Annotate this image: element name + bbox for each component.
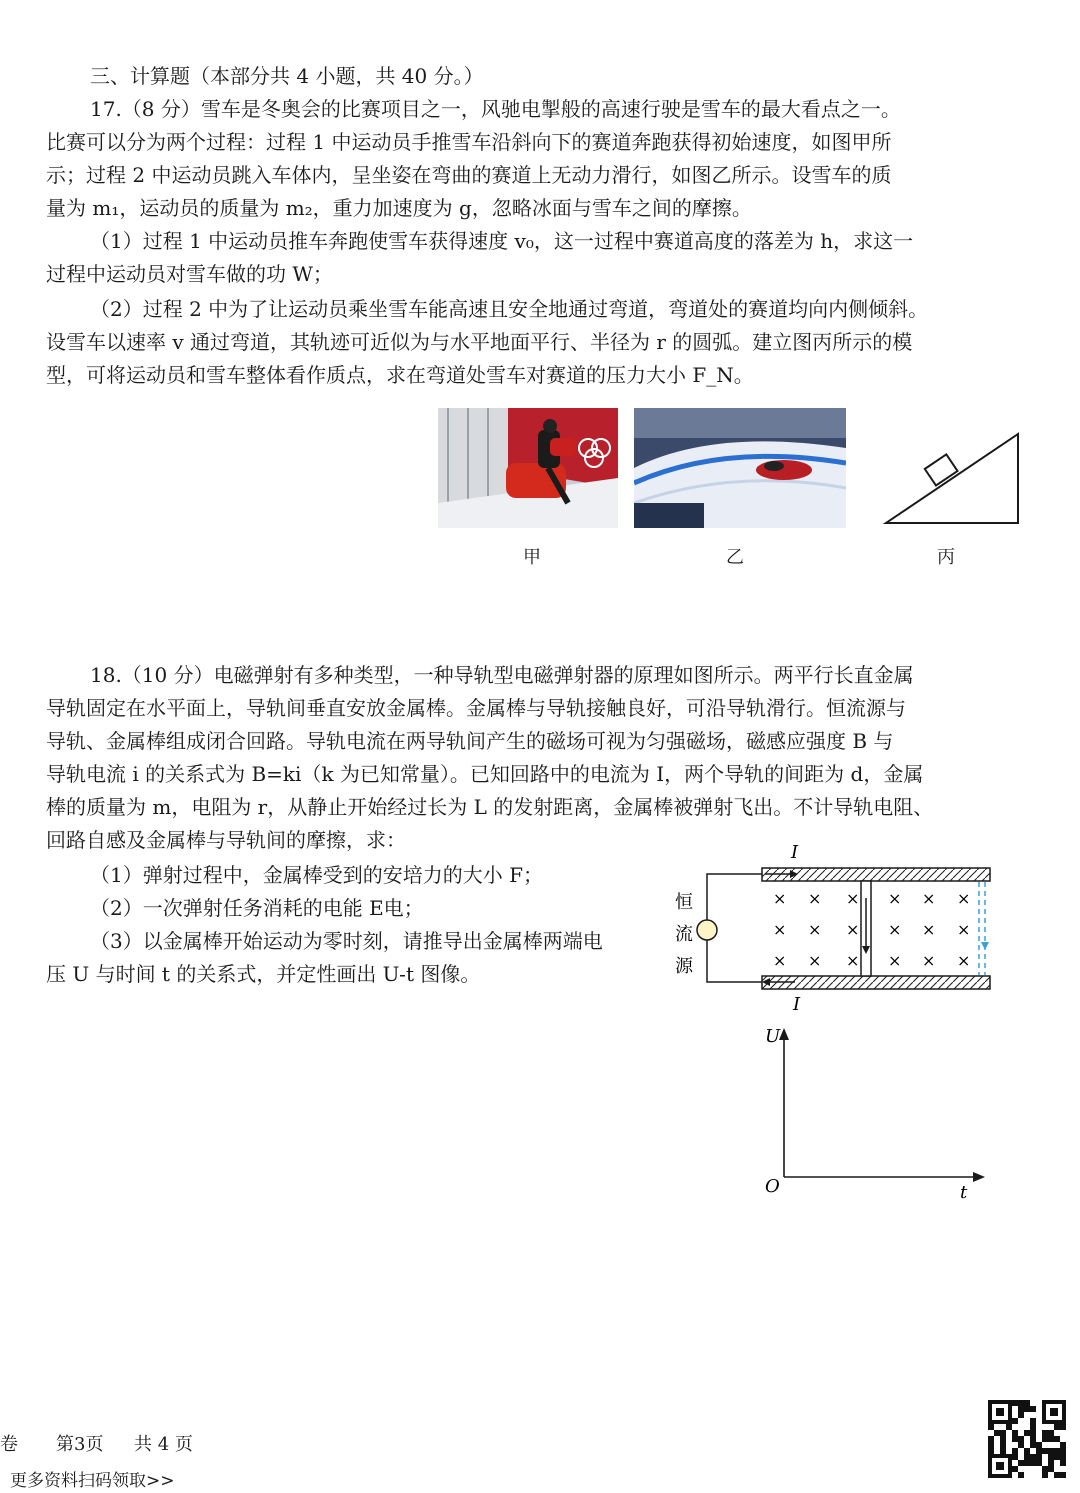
qr-cell (1018, 1406, 1024, 1412)
q18-line-5: 棒的质量为 m，电阻为 r，从静止开始经过长为 L 的发射距离，金属棒被弹射飞出。不计导轨电阻、 (46, 795, 934, 819)
source-label-char-2: 流 (675, 924, 693, 945)
qr-cell (1048, 1436, 1054, 1442)
qr-cell (1012, 1466, 1018, 1472)
q17-line-3: 示；过程 2 中运动员跳入车体内，呈坐姿在弯曲的赛道上无动力滑行，如图乙所示。设雪车的质 (46, 163, 892, 187)
qr-cell (988, 1442, 994, 1448)
qr-cell (1036, 1442, 1042, 1448)
constant-current-source-icon (697, 920, 717, 940)
current-label-bottom: I (793, 994, 801, 1015)
q17-part2-line-1: （2）过程 2 中为了让运动员乘坐雪车能高速且安全地通过弯道，弯道处的赛道均向内侧倾斜。 (90, 297, 929, 321)
qr-code-icon[interactable] (988, 1400, 1066, 1478)
qr-cell (1024, 1406, 1030, 1412)
field-mark: × (922, 920, 936, 939)
qr-cell (1018, 1460, 1024, 1466)
field-mark: × (957, 889, 971, 908)
qr-cell (1048, 1430, 1054, 1436)
qr-cell (1042, 1430, 1048, 1436)
field-mark: × (773, 920, 787, 939)
current-label-top: I (791, 842, 799, 863)
q17-line-2: 比赛可以分为两个过程：过程 1 中运动员手推雪车沿斜向下的赛道奔跑获得初始速度，如图甲所 (46, 130, 892, 154)
field-mark: × (957, 951, 971, 970)
field-mark: × (846, 920, 860, 939)
field-mark: × (888, 889, 902, 908)
field-mark: × (922, 889, 936, 908)
qr-cell (1012, 1448, 1018, 1454)
qr-cell (1030, 1436, 1036, 1442)
qr-cell (1012, 1430, 1018, 1436)
field-mark: × (846, 889, 860, 908)
qr-cell (1018, 1412, 1024, 1418)
q17-part2-line-3: 型，可将运动员和雪车整体看作质点，求在弯道处雪车对赛道的压力大小 F_N。 (46, 363, 754, 387)
q17-part1-line-2: 过程中运动员对雪车做的功 W； (46, 262, 333, 286)
field-mark: × (957, 920, 971, 939)
qr-cell (1030, 1460, 1036, 1466)
y-axis-label: U (765, 1026, 781, 1047)
bobsled-push-photo (438, 408, 618, 528)
q18-line-2: 导轨固定在水平面上，导轨间垂直安放金属棒。金属棒与导轨接触良好，可沿导轨滑行。恒流源与 (46, 696, 906, 720)
qr-cell (1030, 1442, 1036, 1448)
q17-line-1: 17.（8 分）雪车是冬奥会的比赛项目之一，风驰电掣般的高速行驶是雪车的最大看点之一。 (90, 97, 901, 121)
qr-cell (1030, 1418, 1036, 1424)
section-title: 三、计算题（本部分共 4 小题，共 40 分。） (90, 64, 484, 88)
q18-line-1: 18.（10 分）电磁弹射有多种类型，一种导轨型电磁弹射器的原理如图所示。两平行长直金属 (90, 663, 914, 687)
qr-cell (1042, 1472, 1048, 1478)
qr-cell (1042, 1466, 1048, 1472)
figure-caption-jia: 甲 (523, 547, 541, 568)
qr-cell (1024, 1460, 1030, 1466)
qr-cell (1000, 1430, 1006, 1436)
figure-caption-bing: 丙 (937, 547, 955, 568)
qr-cell (988, 1448, 994, 1454)
qr-cell (1024, 1448, 1030, 1454)
qr-cell (1054, 1424, 1060, 1430)
qr-cell (1060, 1472, 1066, 1478)
qr-cell (1054, 1436, 1060, 1442)
qr-cell (1054, 1472, 1060, 1478)
qr-cell (1060, 1454, 1066, 1460)
source-label-char-1: 恒 (675, 892, 693, 913)
source-label-char-3: 源 (675, 956, 693, 977)
qr-cell (1060, 1448, 1066, 1454)
qr-cell (1006, 1424, 1012, 1430)
qr-cell (1012, 1418, 1018, 1424)
footer-fragment: 卷 (0, 1434, 18, 1455)
qr-cell (1018, 1436, 1024, 1442)
q18-line-6: 回路自感及金属棒与导轨间的摩擦，求： (46, 828, 406, 852)
u-t-graph-axes (755, 1022, 995, 1202)
qr-cell (994, 1430, 1000, 1436)
q18-part2: （2）一次弹射任务消耗的电能 E电； (90, 896, 424, 920)
qr-cell (1060, 1442, 1066, 1448)
field-mark: × (773, 889, 787, 908)
qr-cell (1030, 1454, 1036, 1460)
qr-cell (1024, 1454, 1030, 1460)
q18-line-4: 导轨电流 i 的关系式为 B=ki（k 为已知常量）。已知回路中的电流为 I，两个导轨的间距为 d，金属 (46, 762, 924, 786)
footer-total-pages: 共 4 页 (134, 1434, 193, 1455)
field-mark: × (888, 951, 902, 970)
qr-cell (1060, 1460, 1066, 1466)
field-mark: × (808, 920, 822, 939)
qr-cell (1036, 1454, 1042, 1460)
q18-part3-line-1: （3）以金属棒开始运动为零时刻，请推导出金属棒两端电 (90, 929, 603, 953)
field-mark: × (808, 951, 822, 970)
qr-cell (1048, 1466, 1054, 1472)
footer-page-number: 第3页 (56, 1434, 104, 1455)
qr-cell (1048, 1460, 1054, 1466)
qr-cell (1000, 1436, 1006, 1442)
rail-launcher-circuit-diagram (665, 838, 1000, 1018)
field-mark: × (846, 951, 860, 970)
qr-cell (1018, 1442, 1024, 1448)
q17-line-4: 量为 m₁，运动员的质量为 m₂，重力加速度为 g，忽略冰面与雪车之间的摩擦。 (46, 196, 752, 220)
q17-part1-line-1: （1）过程 1 中运动员推车奔跑使雪车获得速度 v₀，这一过程中赛道高度的落差为 h，求这一 (90, 229, 914, 253)
field-mark: × (888, 920, 902, 939)
qr-cell (1036, 1460, 1042, 1466)
x-axis-label: t (960, 1182, 968, 1202)
field-mark: × (808, 889, 822, 908)
q17-part2-line-2: 设雪车以速率 v 通过弯道，其轨迹可近似为与水平地面平行、半径为 r 的圆弧。建立图丙所示的模 (46, 330, 913, 354)
qr-cell (1024, 1430, 1030, 1436)
qr-cell (1012, 1436, 1018, 1442)
q18-part3-line-2: 压 U 与时间 t 的关系式，并定性画出 U-t 图像。 (46, 962, 481, 986)
bobsled-track-photo (634, 408, 846, 528)
qr-cell (1030, 1406, 1036, 1412)
qr-cell (1018, 1472, 1024, 1478)
origin-label: O (765, 1176, 780, 1197)
qr-cell (1036, 1448, 1042, 1454)
incline-model-diagram (880, 428, 1025, 528)
field-mark: × (773, 951, 787, 970)
figure-caption-yi: 乙 (726, 547, 744, 568)
qr-cell (1042, 1448, 1048, 1454)
qr-cell (1030, 1430, 1036, 1436)
qr-cell (1000, 1448, 1006, 1454)
qr-cell (1024, 1400, 1030, 1406)
qr-cell (1018, 1400, 1024, 1406)
footer-promo-link[interactable]: 更多资料扫码领取>> (10, 1471, 175, 1491)
qr-cell (1054, 1448, 1060, 1454)
qr-cell (1000, 1442, 1006, 1448)
q18-line-3: 导轨、金属棒组成闭合回路。导轨电流在两导轨间产生的磁场可视为匀强磁场，磁感应强度 B 与 (46, 729, 894, 753)
qr-cell (988, 1436, 994, 1442)
q18-part1: （1）弹射过程中，金属棒受到的安培力的大小 F； (90, 863, 543, 887)
qr-cell (1048, 1454, 1054, 1460)
qr-cell (1048, 1448, 1054, 1454)
qr-cell (1012, 1400, 1018, 1406)
qr-cell (1054, 1454, 1060, 1460)
qr-cell (1030, 1424, 1036, 1430)
field-mark: × (922, 951, 936, 970)
qr-cell (1042, 1436, 1048, 1442)
qr-cell (1012, 1454, 1018, 1460)
qr-cell (988, 1424, 994, 1430)
qr-cell (1060, 1424, 1066, 1430)
